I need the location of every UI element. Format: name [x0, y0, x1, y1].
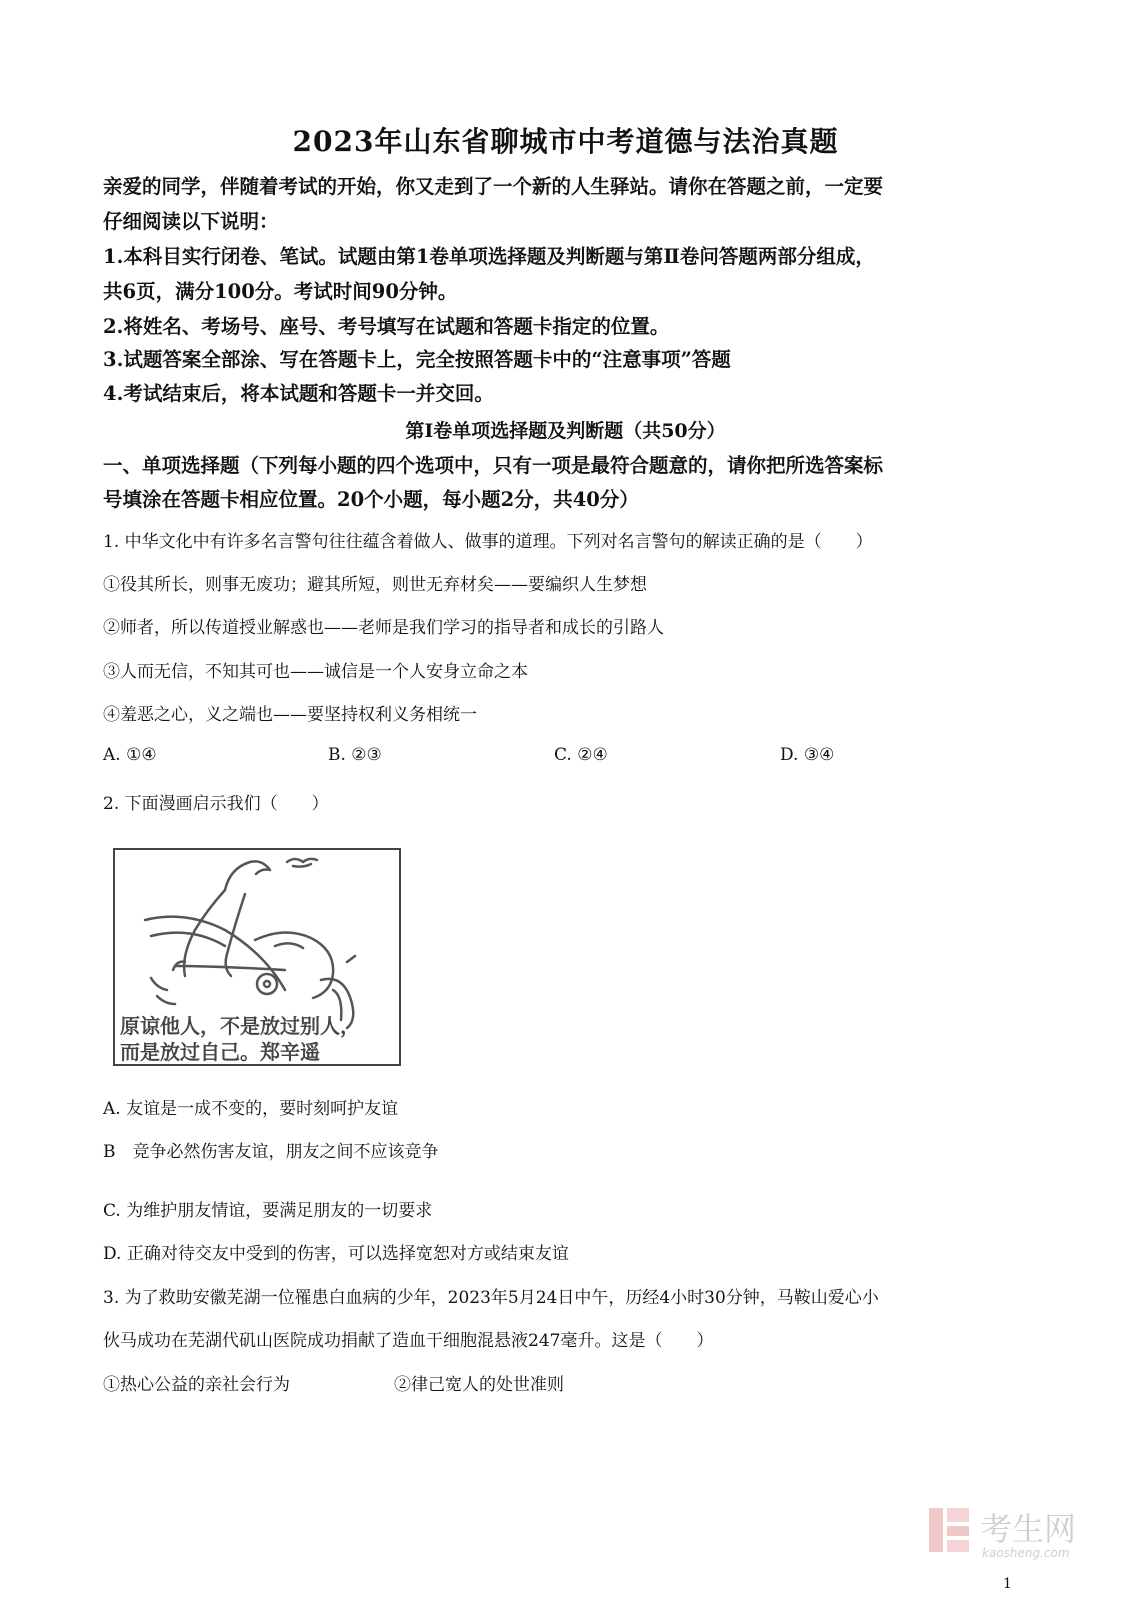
comic-caption-line: 而是放过自己。郑辛遥 — [120, 1040, 320, 1064]
q2-option-d: D. 正确对待交友中受到的伤害，可以选择宽恕对方或结束友谊 — [103, 1244, 569, 1264]
intro-line: 共6页，满分100分。考试时间90分钟。 — [103, 280, 458, 303]
q1-item: ④羞恶之心，义之端也——要坚持权利义务相统一 — [103, 705, 477, 725]
q3-stem-line: 3. 为了救助安徽芜湖一位罹患白血病的少年，2023年5月24日中午，历经4小时30分钟，马鞍山爱心小 — [103, 1288, 879, 1308]
q2-option-c: C. 为维护朋友情谊，要满足朋友的一切要求 — [103, 1201, 433, 1221]
intro-line: 3.试题答案全部涂、写在答题卡上，完全按照答题卡中的“注意事项”答题 — [103, 348, 731, 371]
section-title-line: 一、单项选择题（下列每小题的四个选项中，只有一项是最符合题意的，请你把所选答案标 — [103, 454, 884, 477]
q1-item: ③人而无信，不知其可也——诚信是一个人安身立命之本 — [103, 662, 528, 682]
watermark-name: 考生网 — [980, 1510, 1077, 1548]
page-title: 2023年山东省聊城市中考道德与法治真题 — [292, 125, 839, 158]
q1-option-d: D. ③④ — [780, 745, 835, 765]
comic-image — [113, 848, 401, 1066]
intro-line: 1.本科目实行闭卷、笔试。试题由第1卷单项选择题及判断题与第Ⅱ卷问答题两部分组成， — [103, 245, 875, 268]
comic-caption-line: 原谅他人，不是放过别人， — [120, 1014, 360, 1038]
q1-stem: 1. 中华文化中有许多名言警句往往蕴含着做人、做事的道理。下列对名言警句的解读正确的是（ ） — [103, 532, 873, 552]
q2-option-a: A. 友谊是一成不变的，要时刻呵护友谊 — [103, 1099, 399, 1119]
part-title: 第I卷单项选择题及判断题（共50分） — [405, 420, 726, 442]
section-title-line: 号填涂在答题卡相应位置。20个小题，每小题2分，共40分） — [103, 488, 639, 511]
q3-item: ②律己宽人的处世准则 — [394, 1375, 564, 1395]
intro-line: 仔细阅读以下说明： — [103, 210, 279, 233]
q2-option-b: B 竞争必然伤害友谊，朋友之间不应该竞争 — [103, 1142, 439, 1162]
q3-stem-line: 伙马成功在芜湖代矶山医院成功捐献了造血干细胞混悬液247毫升。这是（ ） — [103, 1331, 714, 1351]
q1-item: ②师者，所以传道授业解惑也——老师是我们学习的指导者和成长的引路人 — [103, 618, 664, 638]
q1-option-b: B. ②③ — [328, 745, 382, 765]
q2-stem: 2. 下面漫画启示我们（ ） — [103, 794, 329, 814]
intro-line: 4.考试结束后，将本试题和答题卡一并交回。 — [103, 382, 494, 405]
intro-line: 亲爱的同学，伴随着考试的开始，你又走到了一个新的人生驿站。请你在答题之前，一定要 — [103, 175, 884, 198]
intro-line: 2.将姓名、考场号、座号、考号填写在试题和答题卡指定的位置。 — [103, 315, 670, 338]
q1-option-a: A. ①④ — [103, 745, 157, 765]
q1-item: ①役其所长，则事无废功；避其所短，则世无弃材矣——要编织人生梦想 — [103, 575, 647, 595]
watermark-url: kaosheng.com — [982, 1546, 1070, 1560]
watermark-logo-icon — [925, 1504, 973, 1556]
watermark — [925, 1504, 1090, 1564]
q1-option-c: C. ②④ — [554, 745, 608, 765]
q3-item: ①热心公益的亲社会行为 — [103, 1375, 290, 1395]
page-number: 1 — [1003, 1576, 1012, 1592]
